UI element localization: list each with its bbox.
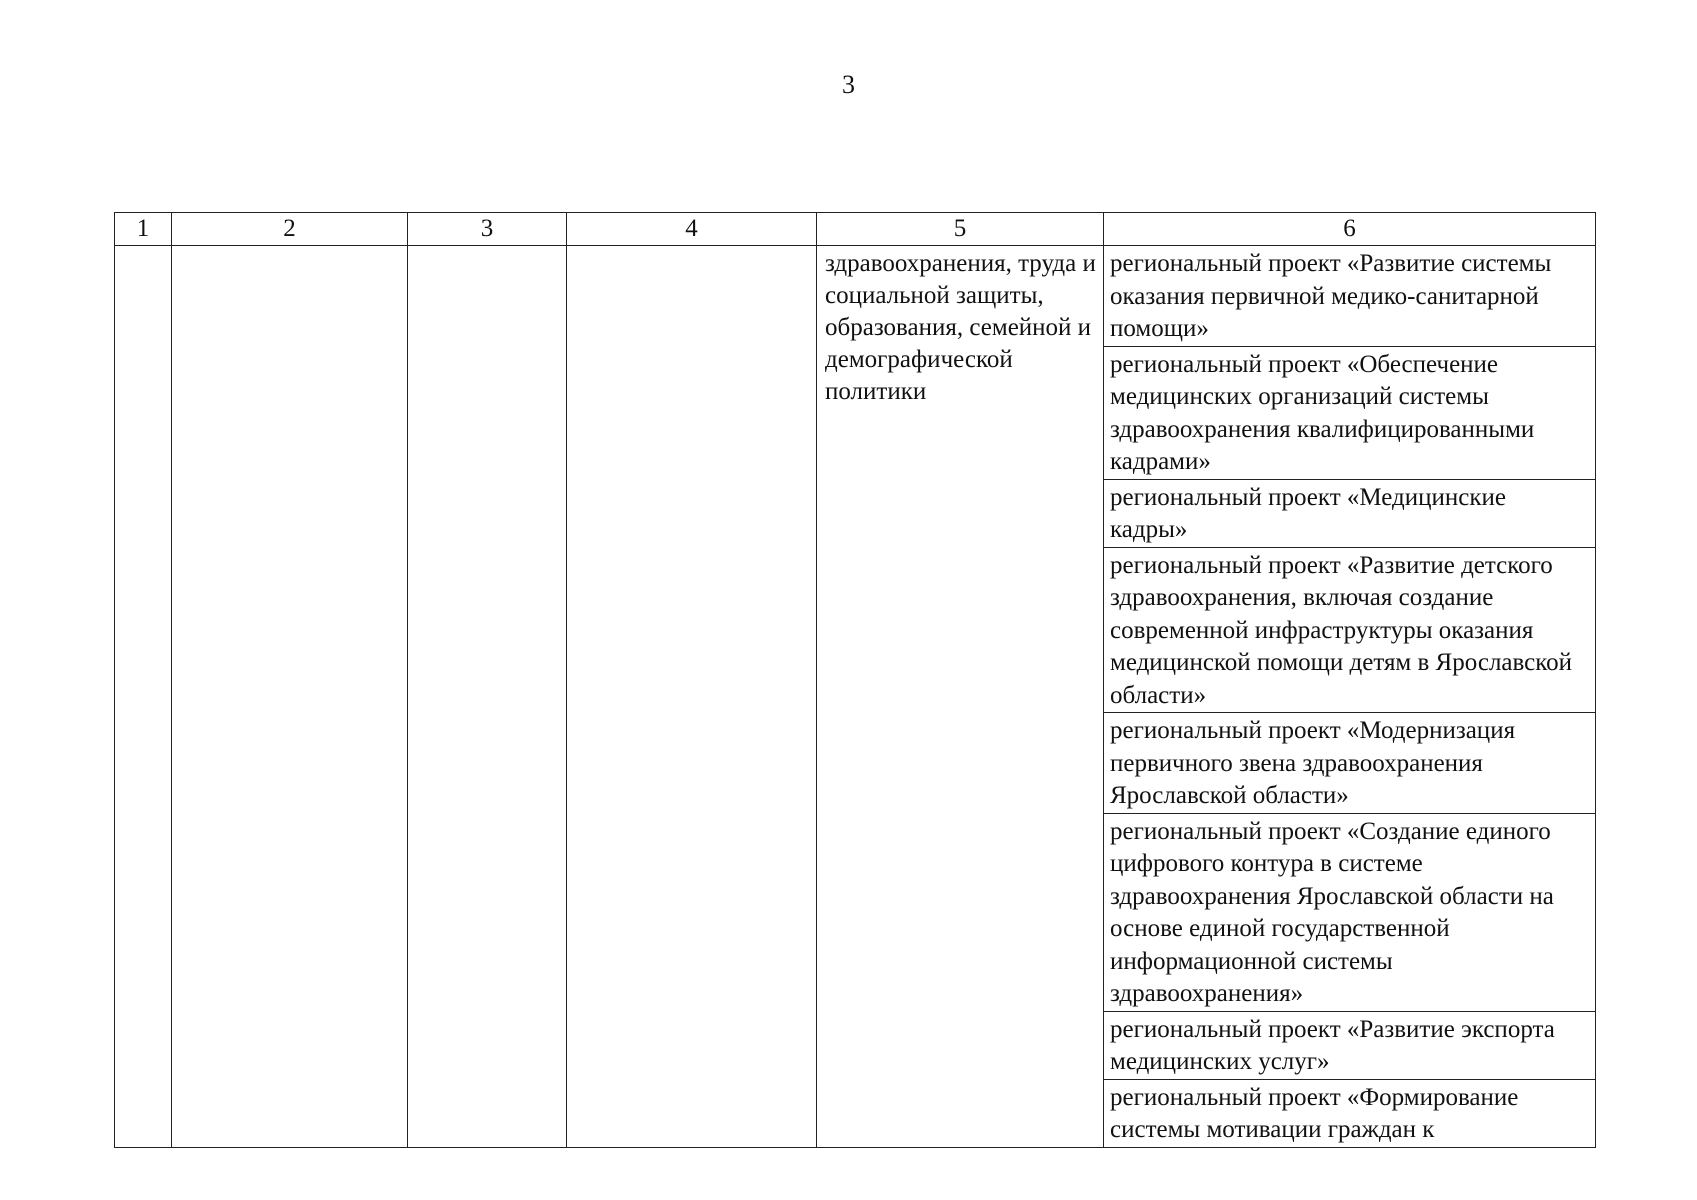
page-number: 3 — [842, 70, 855, 99]
header-col-6: 6 — [1104, 213, 1596, 246]
list-item: региональный проект «Создание единого цифрового контура в системе здравоохранения Ярославской области на основе единой государственной информационной системы здравоохранения» — [1104, 814, 1595, 1012]
cell-col-4 — [567, 246, 817, 1148]
table-header-row — [115, 213, 1596, 246]
header-col-4: 4 — [567, 213, 817, 246]
table-row — [115, 246, 1596, 1148]
list-item: региональный проект «Развитие детского здравоохранения, включая создание современной инфраструктуры оказания медицинской помощи детям в Ярославской области» — [1104, 548, 1595, 714]
cell-col-2 — [172, 246, 408, 1148]
list-item: региональный проект «Развитие экспорта медицинских услуг» — [1104, 1012, 1595, 1080]
list-item: региональный проект «Развитие системы оказания первичной медико-санитарной помощи» — [1104, 246, 1595, 347]
cell-col-1 — [115, 246, 172, 1148]
cell-col-3 — [408, 246, 567, 1148]
responsible-areas-text: здравоохранения, труда и социальной защиты, образования, семейной и демографической политики — [825, 250, 1096, 405]
header-col-3: 3 — [408, 213, 567, 246]
cell-col-6 — [1104, 246, 1596, 1148]
list-item: региональный проект «Формирование системы мотивации граждан к — [1110, 1083, 1519, 1143]
header-col-2: 2 — [172, 213, 408, 246]
document-table — [114, 212, 1596, 1148]
list-item: региональный проект «Модернизация первичного звена здравоохранения Ярославской области» — [1104, 713, 1595, 814]
list-item: региональный проект «Медицинские кадры» — [1104, 480, 1595, 548]
regional-projects-list — [1104, 246, 1595, 1147]
list-item: региональный проект «Обеспечение медицинских организаций системы здравоохранения квалифицированными кадрами» — [1104, 347, 1595, 480]
header-col-5: 5 — [817, 213, 1104, 246]
header-col-1: 1 — [115, 213, 172, 246]
cell-col-5 — [817, 246, 1104, 1148]
